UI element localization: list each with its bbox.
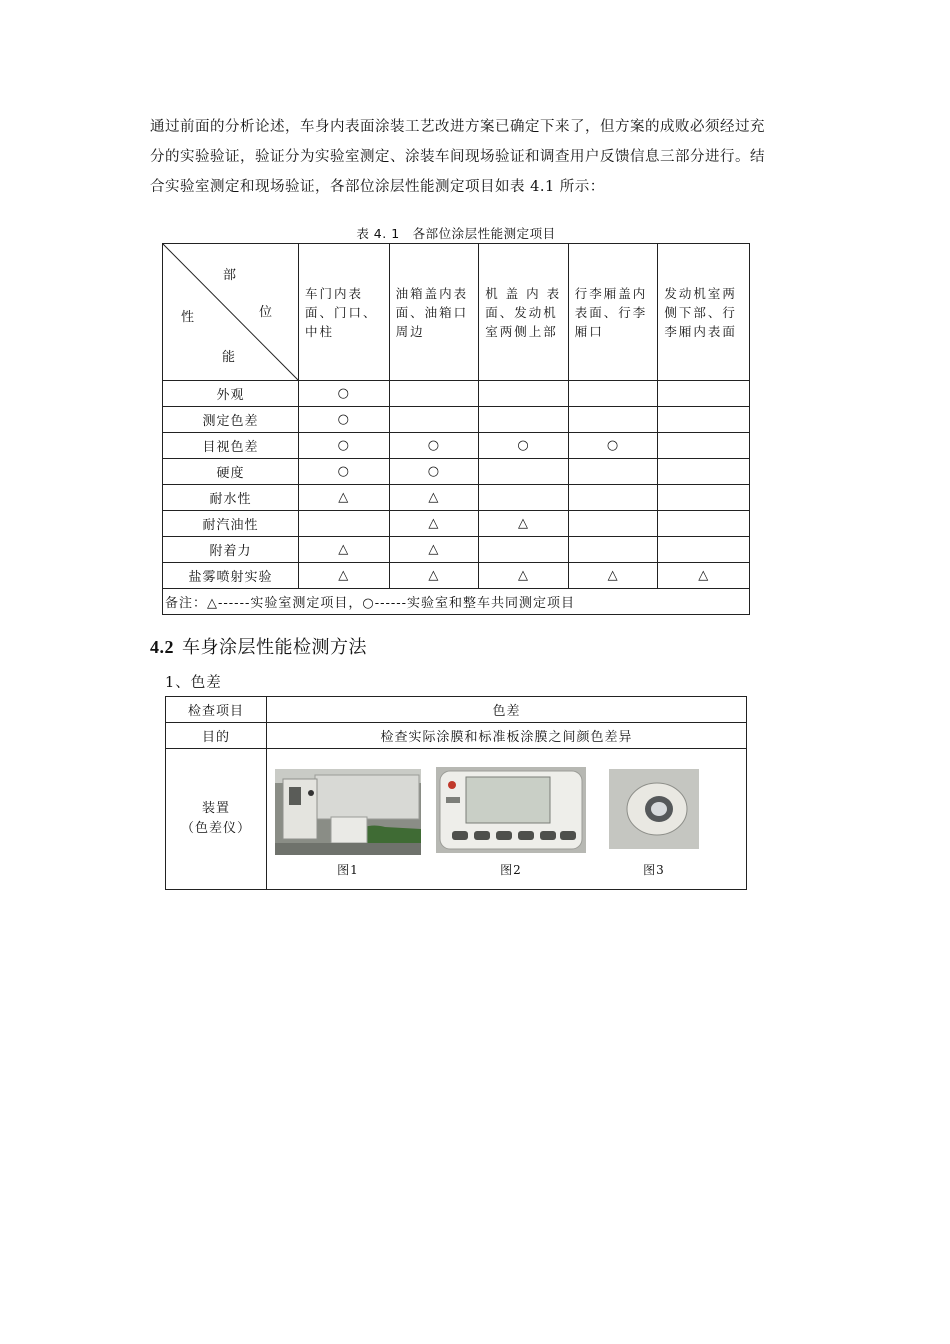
- table-cell: △: [479, 563, 569, 589]
- table-row: [163, 381, 750, 407]
- figure-3: [609, 769, 699, 877]
- table-cell: [658, 433, 750, 459]
- table-row: [166, 697, 747, 723]
- table-cell: ○: [299, 459, 390, 485]
- table-caption: 表 4. 1 各部位涂层性能测定项目: [356, 226, 556, 241]
- table-cell: ○: [299, 433, 390, 459]
- table-header-row: [163, 244, 750, 381]
- row-label: 外观: [163, 381, 299, 407]
- row-label: 检查项目: [166, 697, 267, 723]
- table-row: [163, 485, 750, 511]
- corner-cell: [163, 244, 299, 381]
- figure-1: [275, 769, 421, 877]
- intro-paragraph: 通过前面的分析论述，车身内表面涂装工艺改进方案已确定下来了，但方案的成败必须经过充分的实验验证，验证分为实验室测定、涂装车间现场验证和调查用户反馈信息三部分进行。结合实验室测定和现场验证，各部位涂层性能测定项目如表 4.1 所示：: [150, 119, 765, 195]
- table-cell: △: [299, 563, 390, 589]
- corner-label-right: 位: [259, 305, 274, 320]
- calibration-cap-photo: [609, 769, 699, 849]
- column-header: 行李厢盖内表面、行李厢口: [568, 244, 658, 381]
- table-cell: [568, 381, 658, 407]
- table-cell: [568, 537, 658, 563]
- table-cell: △: [389, 511, 479, 537]
- figure-caption: 图2: [500, 863, 522, 877]
- table-cell: △: [389, 563, 479, 589]
- row-label: [166, 749, 267, 890]
- table-cell: △: [299, 485, 390, 511]
- table-note-row: [163, 589, 750, 615]
- table-cell: ○: [299, 407, 390, 433]
- corner-label-top: 部: [223, 268, 238, 283]
- table-cell: △: [389, 537, 479, 563]
- table-cell: △: [389, 485, 479, 511]
- row-label: 目的: [166, 723, 267, 749]
- table-cell: [658, 511, 750, 537]
- section-number: 4.2: [150, 637, 174, 657]
- row-label: 目视色差: [163, 433, 299, 459]
- column-header: 发动机室两侧下部、行李厢内表面: [658, 244, 750, 381]
- row-label: 耐水性: [163, 485, 299, 511]
- table-cell: [479, 381, 569, 407]
- table-row: [163, 511, 750, 537]
- table-cell: [658, 407, 750, 433]
- table-cell: [479, 485, 569, 511]
- figure-caption: 图3: [643, 863, 665, 877]
- device-sublabel: （色差仪）: [180, 821, 251, 836]
- table-cell: [568, 459, 658, 485]
- table-row: [163, 537, 750, 563]
- table-cell: [658, 381, 750, 407]
- row-label: 盐雾喷射实验: [163, 563, 299, 589]
- table-row: [163, 563, 750, 589]
- section-heading: [150, 633, 367, 659]
- table-cell: ○: [568, 433, 658, 459]
- color-difference-table: [165, 696, 747, 890]
- table-row: [163, 407, 750, 433]
- table-cell: [568, 511, 658, 537]
- table-row: [166, 723, 747, 749]
- table-cell: [479, 537, 569, 563]
- section-title: 车身涂层性能检测方法: [182, 637, 367, 658]
- table-cell: [658, 459, 750, 485]
- column-header: 机 盖 内 表面、发动机室两侧上部: [479, 244, 569, 381]
- table-cell: △: [658, 563, 750, 589]
- colorimeter-panel-photo: [436, 767, 586, 853]
- table-note: 备注：△------实验室测定项目，○------实验室和整车共同测定项目: [163, 589, 750, 615]
- column-header: 车门内表面、门口、中柱: [299, 244, 390, 381]
- table-cell: [389, 381, 479, 407]
- table-cell: ○: [299, 381, 390, 407]
- table-cell: [479, 407, 569, 433]
- row-label: 硬度: [163, 459, 299, 485]
- device-label: 装置: [201, 801, 230, 816]
- table-row: [166, 749, 747, 890]
- figures-cell: [267, 749, 747, 890]
- row-label: 附着力: [163, 537, 299, 563]
- table-cell: [479, 459, 569, 485]
- table-cell: △: [299, 537, 390, 563]
- figure-2: [436, 767, 586, 877]
- table-cell: [568, 407, 658, 433]
- table-cell: [568, 485, 658, 511]
- subsection-title: 1、色差: [165, 675, 222, 691]
- row-label: 耐汽油性: [163, 511, 299, 537]
- table-cell: 色差: [267, 697, 747, 723]
- corner-label-bottom: 能: [222, 350, 237, 365]
- colorimeter-side-photo: [275, 769, 421, 855]
- table-cell: [299, 511, 390, 537]
- table-cell: △: [568, 563, 658, 589]
- table-cell: 检查实际涂膜和标准板涂膜之间颜色差异: [267, 723, 747, 749]
- table-cell: ○: [389, 459, 479, 485]
- test-items-table: [162, 243, 750, 615]
- table-row: [163, 459, 750, 485]
- figure-caption: 图1: [337, 863, 359, 877]
- corner-label-left: 性: [181, 310, 196, 325]
- table-cell: [389, 407, 479, 433]
- table-cell: △: [479, 511, 569, 537]
- row-label: 测定色差: [163, 407, 299, 433]
- table-cell: ○: [479, 433, 569, 459]
- table-row: [163, 433, 750, 459]
- table-cell: ○: [389, 433, 479, 459]
- table-cell: [658, 537, 750, 563]
- table-cell: [658, 485, 750, 511]
- column-header: 油箱盖内表面、油箱口周边: [389, 244, 479, 381]
